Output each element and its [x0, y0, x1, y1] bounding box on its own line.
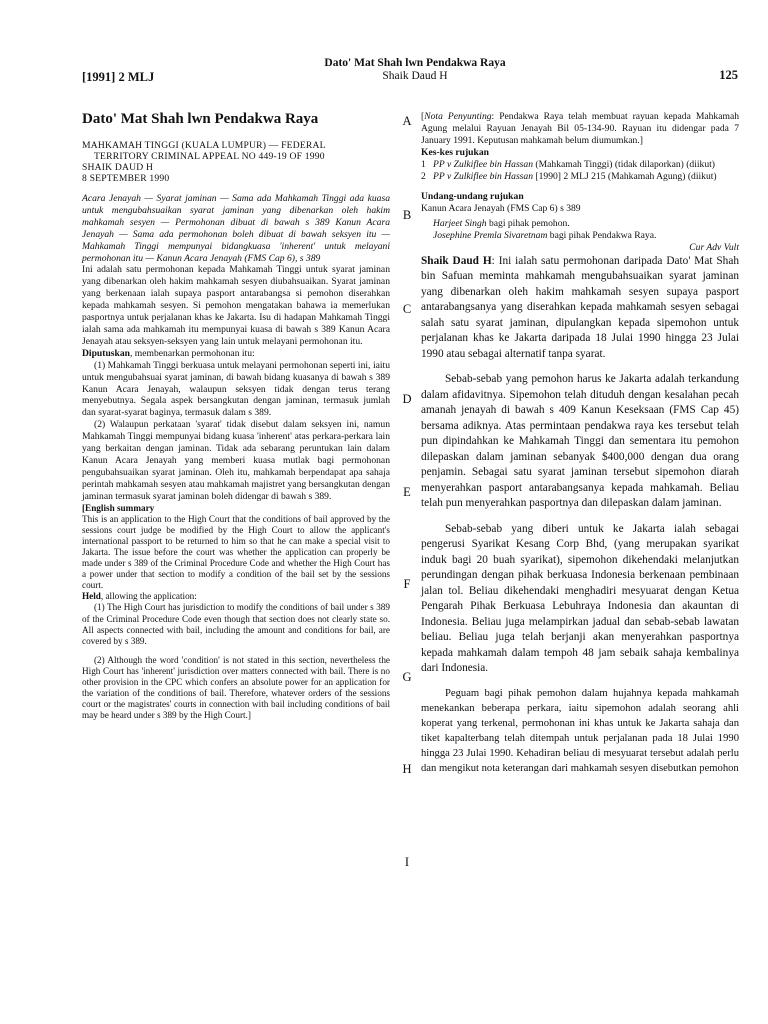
case-name: PP v Zulkiflee bin Hassan — [433, 170, 534, 182]
judge-line: SHAIK DAUD H — [82, 162, 154, 173]
running-header-judge: Shaik Daud H — [382, 70, 448, 82]
english-holding-1: (1) The High Court has jurisdiction to modify the conditions of bail under s 389 of the Criminal Procedure Code even though that section does not clearly state so. All aspects connected with bail, including the amount and conditions for bail, are covered by s 389. — [82, 602, 390, 646]
margin-marker: A — [402, 114, 412, 128]
case-detail: (Mahkamah Tinggi) (tidak dilaporkan) (diikut) — [533, 158, 716, 170]
margin-marker: C — [402, 302, 412, 316]
judgment-text — [421, 254, 739, 677]
holding-1: (1) Mahkamah Tinggi berkuasa untuk melayani permohonan seperti ini, iaitu untuk mengubahsuai syarat jaminan, di bawah bidang kuasanya di bawah s 389 Kanun Acara Jenayah, walaupun seksyen tidak dengan terus terang menyebutnya. Segala aspek bersangkutan dengan jaminan, termasuk jumlah dan syarat-syarat baginya, termasuk dalam s 389. — [82, 359, 390, 419]
margin-marker: H — [402, 762, 412, 776]
english-summary-block — [82, 503, 390, 722]
cur-adv-vult: Cur Adv Vult — [689, 242, 739, 254]
case-reference — [421, 171, 739, 183]
judgment-paragraph: Peguam bagi pihak pemohon dalam hujahnya kepada mahkamah menekankan beberapa perkara, iaitu sipemohon adalah seorang ahli koperat yang terkenal, permohonan ini khas untuk ke Jakarta sahaja dan tiket kapalterbang telah ditempah untuk perjalanan pada 18 Julai 1990 hingga 23 Julai 1990. Kehadiran beliau di mesyuarat tersebut adalah perlu dan mengikut nota keterangan dari mahkamah sesyen disebutkan pemohon — [421, 687, 739, 774]
counsel-role: bagi pihak Pendakwa Raya. — [547, 230, 657, 242]
held-label: Diputuskan — [82, 347, 130, 359]
editor-note-label: Nota Penyunting — [424, 111, 492, 122]
judgment-paragraph: Sebab-sebab yang pemohon harus ke Jakarta adalah terkandung dalam afidavitnya. Sipemohon telah dituduh dengan kesalahan pecah amanah jenayah di bawah s 409 Kanun Keseksaan (FMS Cap 45) bersama adiknya. Atas permintaan pendakwa raya kes tersebut telah pun dipindahkan ke Mahkamah Tinggi dan sementara itu pemohon dilepaskan dalam jaminan sebanyak $400,000 dengan dua orang penjamin. Sebagai satu syarat jaminan tersebut sipemohon diarah menyerahkan pasport antarabangsanya kepada mahkamah. Beliau telah pun menyerahkan pasportnya dan dilepaskan dalam jaminan. — [421, 373, 739, 510]
cases-referred-heading: Kes-kes rujukan — [421, 146, 489, 158]
case-number: 2 — [421, 170, 426, 182]
judgment-text-continued — [421, 687, 739, 776]
english-summary: This is an application to the High Court that the conditions of bail approved by the sessions court judge be modified by the High Court to allow the applicant's international passport to be returned to him so that he can make a special visit to Jakarta. The issue before the court was whether the application can properly be made under s 389 of the Criminal Procedure Code and whether the High Court has a power under that section to modify a condition of the bail set by the sessions court. — [82, 513, 390, 591]
margin-marker: B — [402, 208, 412, 222]
margin-marker: E — [403, 485, 411, 499]
court-line: MAHKAMAH TINGGI (KUALA LUMPUR) — FEDERAL — [82, 140, 326, 151]
judgment-paragraph: Sebab-sebab yang diberi untuk ke Jakarta ialah sebagai pengerusi Syarikat Kesang Corp Bhd, (yang merupakan syarikat induk bagi 20 buah syarikat), sipemohon dikehendaki melanjutkan perundingan dengan pihak berkuasa Indonesia berkenaan pembinaan jalan tol. Beliau dikehendaki menghadiri mesyuarat dengan Ketua Pengarah Pihak Berkuasa Lebuhraya Indonesia dan akauntan di Indonesia. Beliau juga melampirkan jadual dan sebab-sebab lawatan beliau. Beliau juga telah berjanji akan menyerahkan pasportnya kepada mahkamah dalam tempoh 48 jam sebaik sahaja kembalinya dari Indonesia. — [421, 522, 739, 675]
legislation-text: Kanun Acara Jenayah (FMS Cap 6) s 389 — [421, 203, 581, 215]
holding-2: (2) Walaupun perkataan 'syarat' tidak disebut dalam seksyen ini, namun Mahkamah Tinggi mempunyai bidang kuasa 'inherent' atas perkara-perkara lain yang berkaitan dengan jaminan. Tidak ada sebarang peruntukan lain dalam Kanun Acara Jenayah yang memberi kuasa mutlak bagi permohonan pengubahsuaikan syarat jaminan. Oleh itu, mahkamah berpendapat apa sahaja perintah mahkamah sesyen atau mahkamah majistret yang bersangkutan dengan jaminan termasuk syarat jaminan boleh didengar di bawah s 389. — [82, 419, 390, 502]
running-header-case: Dato' Mat Shah lwn Pendakwa Raya — [324, 57, 506, 69]
cases-referred-list — [421, 159, 739, 183]
catchwords: Acara Jenayah — Syarat jaminan — Sama ada Mahkamah Tinggi ada kuasa untuk mengubahsuaikan syarat jaminan yang dibenarkan oleh hakim mahkamah sesyen — Permohonan dibuat di bawah s 389 Kanun Acara Jenayah — Sama ada permohonan boleh dibuat di bawah seksyen itu — Mahkamah Tinggi mempunyai bidangkuasa 'inherent' untuk melayani permohonan itu — Kanun Acara Jenayah (FMS Cap 6), s 389 — [82, 193, 390, 264]
counsel-block — [421, 218, 739, 242]
page-number: 125 — [719, 68, 738, 82]
counsel-line — [433, 230, 739, 242]
editor-note: [Nota Penyunting: Pendakwa Raya telah membuat rayuan kepada Mahkamah Agung melalui Rayuan Jenayah Bil 05-134-90. Rayuan itu didengar pada 7 January 1991. Keputusan mahkamah belum diumumkan.] — [421, 111, 739, 146]
held-rest: , membenarkan permohonan itu: — [130, 347, 255, 359]
case-detail: [1990] 2 MLJ 215 (Mahkamah Agung) (diikut) — [533, 170, 717, 182]
case-title: Dato' Mat Shah lwn Pendakwa Raya — [82, 111, 319, 127]
judge-name: Shaik Daud H — [421, 254, 492, 267]
right-column — [421, 111, 739, 786]
margin-marker: F — [403, 577, 411, 591]
counsel-name: Harjeet Singh — [433, 218, 487, 230]
case-reference — [421, 159, 739, 171]
counsel-role: bagi pihak pemohon. — [486, 218, 570, 230]
judgment-paragraph — [421, 254, 739, 363]
english-held-label: Held — [82, 591, 101, 602]
judgment-paragraph-text: : Ini ialah satu permohonan daripada Dato' Mat Shah bin Safuan meminta mahkamah mengubahsuaikan syarat jaminan yang dibenarkan oleh hakim mahkamah sesyen supaya pasport antarabangsanya yang diserahkan kepada mahkamah sesyen sebagai salah satu syarat jaminan, dipulangkan kepada sipemohon untuk perjalanan khas ke Jakarta daripada 18 Julai 1990 hingga 23 Julai 1990 atau sebagai alternatif tanpa syarat. — [421, 254, 739, 360]
legislation-heading: Undang-undang rujukan — [421, 191, 524, 203]
headnote-summary: Ini adalah satu permohonan kepada Mahkamah Tinggi untuk syarat jaminan yang dibenarkan oleh hakim mahkamah sesyen diubahsuaikan. Syarat jaminan yang berkenaan ialah supaya pasport antarabangsa si pemohon diserahkan kepada mahkamah sesyen. Si pemohon mengatakan bahawa ia memerlukan pasportnya untuk perjalanan khas ke Jakarta. Isu di hadapan Mahkamah Tinggi ialah sama ada mahkamah itu mempunyai kuasa di bawah s 389 Kanun Acara Jenayah atau seksyen-seksyen yang lain untuk melayani permohonan itu. — [82, 264, 390, 347]
margin-marker: G — [402, 670, 412, 684]
english-summary-heading: [English summary — [82, 502, 155, 513]
date-line: 8 SEPTEMBER 1990 — [82, 173, 170, 184]
english-holding-2: (2) Although the word 'condition' is not stated in this section, nevertheless the High Court has 'inherent' jurisdiction over matters connected with bail. There is no other provision in the CPC which confers an absolute power for an application for the variation of the conditions of bail. Therefore, whatever orders of the sessions court or the magistrates' courts in connection with bail including conditions of bail may be heard under s 389 by the High Court.] — [82, 654, 390, 721]
english-held-heading — [82, 591, 390, 602]
running-header — [300, 57, 530, 83]
court-line: TERRITORY CRIMINAL APPEAL NO 449-19 OF 1990 — [94, 151, 325, 162]
counsel-line — [433, 218, 739, 230]
case-name: PP v Zulkiflee bin Hassan — [433, 158, 534, 170]
english-held-rest: , allowing the application: — [100, 591, 197, 602]
counsel-name: Josephine Premla Sivaretnam — [433, 230, 548, 242]
margin-marker: I — [404, 855, 410, 869]
left-column — [82, 110, 390, 729]
margin-marker: D — [402, 392, 412, 406]
held-heading — [82, 348, 390, 360]
case-number: 1 — [421, 158, 426, 170]
editor-note-text: : Pendakwa Raya telah membuat rayuan kepada Mahkamah Agung melalui Rayuan Jenayah Bil 05-134-90. Rayuan itu didengar pada 7 January 1991. Keputusan mahkamah belum diumumkan.] — [421, 111, 739, 146]
court-details — [82, 140, 390, 184]
report-citation: [1991] 2 MLJ — [82, 70, 155, 84]
